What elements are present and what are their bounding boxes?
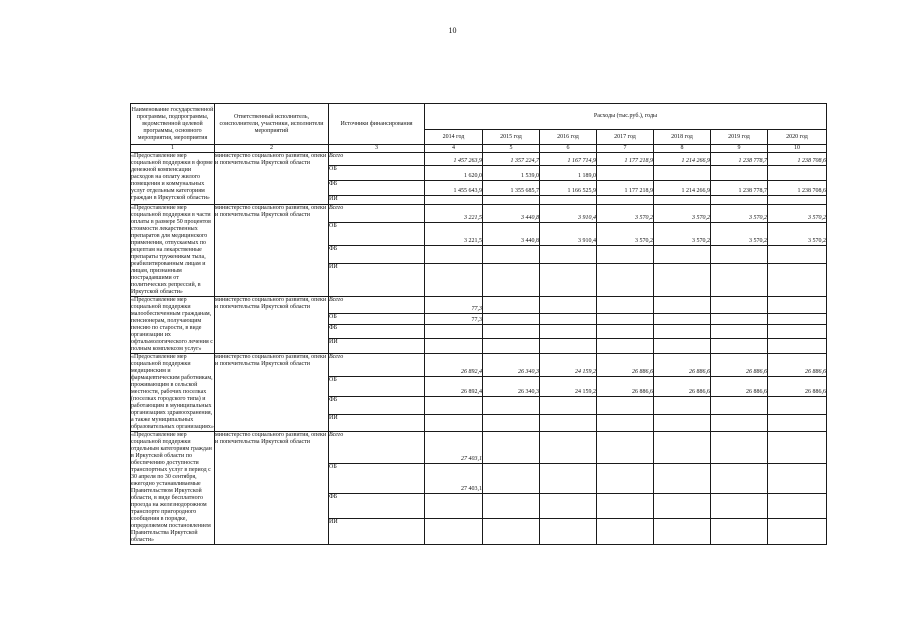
expense-value: [768, 415, 827, 432]
expense-value: 26 340,3: [483, 377, 540, 397]
expense-value: [483, 264, 540, 297]
expense-value: [768, 313, 827, 324]
expense-value: [483, 246, 540, 264]
header-name-col: Наименование государственной программы, подпрограммы, ведомственной целевой программы, основного мероприятия, мероприятия: [131, 104, 215, 145]
expense-value: [540, 313, 597, 324]
expense-value: [711, 313, 768, 324]
expense-value: [425, 397, 483, 415]
expense-value: [654, 415, 711, 432]
funding-source: ФБ: [329, 493, 425, 519]
expense-value: [483, 196, 540, 205]
expense-value: [597, 166, 654, 181]
program-name: «Предоставление мер социальной поддержки отдельным категориям граждан в Иркутской области по обеспечению доступности транспортных услуг в период с 30 апреля по 30 сентября, ежегодно устанавливаемые Правительством Иркутской области, в виде бесплатного проезда на железнодорожном транспорте пригородного сообщения в порядке, определяемом постановлением Правительства Иркутской области»: [131, 432, 215, 545]
expense-value: 1 177 218,9: [597, 153, 654, 166]
expense-value: [483, 493, 540, 519]
column-number: 10: [768, 145, 827, 153]
expense-value: [654, 313, 711, 324]
column-number: 4: [425, 145, 483, 153]
expense-value: 1 539,0: [483, 166, 540, 181]
header-year: 2020 год: [768, 130, 827, 145]
expense-value: [540, 246, 597, 264]
expense-value: [768, 324, 827, 339]
responsible-executor: министерство социального развития, опеки и попечительства Иркутской области: [215, 354, 329, 432]
expense-value: [654, 324, 711, 339]
page-number: 10: [448, 26, 457, 35]
funding-source: Всего: [329, 153, 425, 166]
expense-value: [540, 324, 597, 339]
table-row: [131, 153, 827, 166]
expense-value: [425, 415, 483, 432]
expense-value: 77,3: [425, 297, 483, 314]
expense-value: [540, 415, 597, 432]
expense-value: [597, 519, 654, 545]
expense-value: [425, 246, 483, 264]
expense-value: 1 455 643,9: [425, 181, 483, 196]
funding-source: Всего: [329, 297, 425, 314]
expense-value: [483, 339, 540, 354]
funding-source: ФБ: [329, 181, 425, 196]
expense-value: [483, 313, 540, 324]
expense-value: 3 570,2: [597, 205, 654, 223]
expense-value: [654, 166, 711, 181]
expense-value: [597, 324, 654, 339]
header-source-col: Источники финансирования: [329, 104, 425, 145]
expense-value: [654, 432, 711, 464]
expense-value: [768, 493, 827, 519]
expense-value: 3 221,5: [425, 205, 483, 223]
header-year: 2015 год: [483, 130, 540, 145]
funding-source: ИИ: [329, 339, 425, 354]
expense-value: 1 167 714,9: [540, 153, 597, 166]
expense-value: 77,3: [425, 313, 483, 324]
expense-value: [654, 493, 711, 519]
program-name: «Предоставление мер социальной поддержки в форме денежной компенсации расходов на оплату жилого помещения и коммунальных услуг отдельным категориям граждан в Иркутской области»: [131, 153, 215, 205]
expense-value: [711, 166, 768, 181]
expense-value: 27 403,1: [425, 432, 483, 464]
program-name: «Предоставление мер социальной поддержки медицинским и фармацевтическим работникам, проживающим в сельской местности, рабочих поселках (поселках городского типа) и работающим в муниципальных организациях здравоохранения, а также муниципальных образовательных организациях»: [131, 354, 214, 430]
expense-value: [654, 519, 711, 545]
header-year: 2017 год: [597, 130, 654, 145]
funding-source: Всего: [329, 432, 425, 464]
funding-source: ИИ: [329, 519, 425, 545]
column-number: 6: [540, 145, 597, 153]
funding-source: ИИ: [329, 196, 425, 205]
funding-source: ИИ: [329, 415, 425, 432]
responsible-executor: министерство социального развития, опеки и попечительства Иркутской области: [215, 153, 329, 205]
expense-value: 26 892,4: [425, 354, 483, 377]
expense-value: [768, 264, 827, 297]
table-row: [131, 432, 827, 464]
expense-value: [768, 246, 827, 264]
column-number: 2: [215, 145, 329, 153]
expense-value: [768, 166, 827, 181]
expense-value: [425, 324, 483, 339]
expense-value: 1 177 218,9: [597, 181, 654, 196]
expense-value: [483, 519, 540, 545]
expense-value: 26 886,6: [597, 354, 654, 377]
expense-value: [711, 397, 768, 415]
expense-value: [711, 493, 768, 519]
funding-source: ОБ: [329, 377, 425, 397]
expense-value: [711, 432, 768, 464]
expense-value: [597, 397, 654, 415]
expense-value: 3 570,2: [654, 205, 711, 223]
expense-value: 1 457 263,9: [425, 153, 483, 166]
column-number: 5: [483, 145, 540, 153]
expense-value: [768, 397, 827, 415]
column-number: 1: [131, 145, 215, 153]
responsible-executor: министерство социального развития, опеки и попечительства Иркутской области: [215, 297, 329, 354]
expense-value: [425, 196, 483, 205]
expense-value: 1 238 708,6: [768, 181, 827, 196]
funding-source: ОБ: [329, 313, 425, 324]
expense-value: [768, 339, 827, 354]
expense-value: [711, 246, 768, 264]
expense-value: 3 221,5: [425, 222, 483, 246]
table-row: [131, 205, 827, 223]
header-year: 2014 год: [425, 130, 483, 145]
expense-value: [597, 196, 654, 205]
expense-value: [540, 432, 597, 464]
expense-value: [483, 432, 540, 464]
expense-value: [768, 297, 827, 314]
expense-value: [711, 339, 768, 354]
expense-value: 1 214 266,9: [654, 181, 711, 196]
expense-value: 26 886,6: [711, 377, 768, 397]
expense-value: [711, 196, 768, 205]
expense-value: [540, 264, 597, 297]
expense-value: [540, 339, 597, 354]
expense-value: 1 166 525,9: [540, 181, 597, 196]
expense-value: 1 238 708,6: [768, 153, 827, 166]
funding-source: ФБ: [329, 397, 425, 415]
expense-value: [597, 464, 654, 494]
expense-value: 3 570,2: [768, 205, 827, 223]
expense-value: [425, 519, 483, 545]
expense-value: [483, 397, 540, 415]
expense-value: [483, 324, 540, 339]
header-responsible-col: Ответственный исполнитель, соисполнители, участники, исполнители мероприятий: [215, 104, 329, 145]
budget-table: [130, 103, 827, 545]
table-row: [131, 297, 827, 314]
program-name: «Предоставление мер социальной поддержки малообеспеченным гражданам, пенсионерам, получающим пенсию по старости, в виде организации их офтальмологического лечения с полным комплексом услуг»: [131, 297, 213, 352]
column-number: 3: [329, 145, 425, 153]
expense-value: 26 340,3: [483, 354, 540, 377]
expense-value: [654, 397, 711, 415]
expense-value: 1 355 685,7: [483, 181, 540, 196]
column-number: 9: [711, 145, 768, 153]
expense-value: [597, 493, 654, 519]
expense-value: [483, 415, 540, 432]
expense-value: 26 886,6: [654, 377, 711, 397]
column-number: 8: [654, 145, 711, 153]
expense-value: 26 886,6: [768, 377, 827, 397]
responsible-executor: министерство социального развития, опеки и попечительства Иркутской области: [215, 432, 329, 545]
expense-value: [597, 313, 654, 324]
expense-value: [597, 264, 654, 297]
expense-value: [711, 264, 768, 297]
funding-source: ФБ: [329, 246, 425, 264]
expense-value: 3 570,2: [597, 222, 654, 246]
expense-value: 3 440,8: [483, 222, 540, 246]
expense-value: [768, 196, 827, 205]
expense-value: 1 214 266,9: [654, 153, 711, 166]
expense-value: 26 886,6: [711, 354, 768, 377]
expense-value: [540, 519, 597, 545]
expense-value: [597, 432, 654, 464]
expense-value: 1 238 778,7: [711, 181, 768, 196]
expense-value: 3 440,8: [483, 205, 540, 223]
expense-value: [483, 464, 540, 494]
expense-value: [425, 264, 483, 297]
expense-value: 3 910,4: [540, 222, 597, 246]
header-year: 2019 год: [711, 130, 768, 145]
program-name: «Предоставление мер социальной поддержки в части оплаты в размере 50 процентов стоимости лекарственных препаратов для медицинского применения, отпускаемых по рецептам на лекарственные препараты труженикам тыла, реабилитированным лицам и лицам, признанным пострадавшими от политических репрессий, в Иркутской области»: [131, 205, 215, 297]
expense-value: [425, 493, 483, 519]
expense-value: 26 892,4: [425, 377, 483, 397]
expense-value: [654, 464, 711, 494]
funding-source: ИИ: [329, 264, 425, 297]
funding-source: ФБ: [329, 324, 425, 339]
expense-value: [711, 464, 768, 494]
expense-value: [654, 264, 711, 297]
expense-value: 3 570,2: [768, 222, 827, 246]
expense-value: 26 886,6: [768, 354, 827, 377]
expense-value: 3 570,2: [711, 222, 768, 246]
expense-value: 1 238 778,7: [711, 153, 768, 166]
column-number: 7: [597, 145, 654, 153]
expense-value: [711, 297, 768, 314]
expense-value: [768, 519, 827, 545]
expense-value: 27 403,1: [425, 464, 483, 494]
expense-value: 24 159,2: [540, 354, 597, 377]
responsible-executor: министерство социального развития, опеки и попечительства Иркутской области: [215, 205, 329, 297]
funding-source: Всего: [329, 354, 425, 377]
expense-value: [540, 464, 597, 494]
funding-source: ОБ: [329, 222, 425, 246]
expense-value: 1 620,0: [425, 166, 483, 181]
expense-value: [768, 432, 827, 464]
header-year: 2018 год: [654, 130, 711, 145]
funding-source: ОБ: [329, 166, 425, 181]
expense-value: 26 886,6: [654, 354, 711, 377]
expense-value: 1 189,0: [540, 166, 597, 181]
expense-value: [540, 397, 597, 415]
expense-value: [654, 196, 711, 205]
header-expenses-col: Расходы (тыс.руб.), годы: [425, 104, 827, 130]
expense-value: [768, 464, 827, 494]
funding-source: ОБ: [329, 464, 425, 494]
expense-value: 24 159,2: [540, 377, 597, 397]
expense-value: [483, 297, 540, 314]
expense-value: 3 570,2: [711, 205, 768, 223]
expense-value: [540, 196, 597, 205]
header-year: 2016 год: [540, 130, 597, 145]
funding-source: Всего: [329, 205, 425, 223]
expense-value: [540, 493, 597, 519]
expense-value: 3 910,4: [540, 205, 597, 223]
expense-value: [711, 519, 768, 545]
expense-value: 1 357 224,7: [483, 153, 540, 166]
expense-value: 26 886,6: [597, 377, 654, 397]
table-row: [131, 354, 827, 377]
expense-value: [654, 246, 711, 264]
expense-value: 3 570,2: [654, 222, 711, 246]
expense-value: [597, 339, 654, 354]
expense-value: [711, 415, 768, 432]
expense-value: [540, 297, 597, 314]
expense-value: [425, 339, 483, 354]
expense-value: [597, 246, 654, 264]
expense-value: [654, 297, 711, 314]
expense-value: [597, 415, 654, 432]
expense-value: [711, 324, 768, 339]
expense-value: [654, 339, 711, 354]
expense-value: [597, 297, 654, 314]
